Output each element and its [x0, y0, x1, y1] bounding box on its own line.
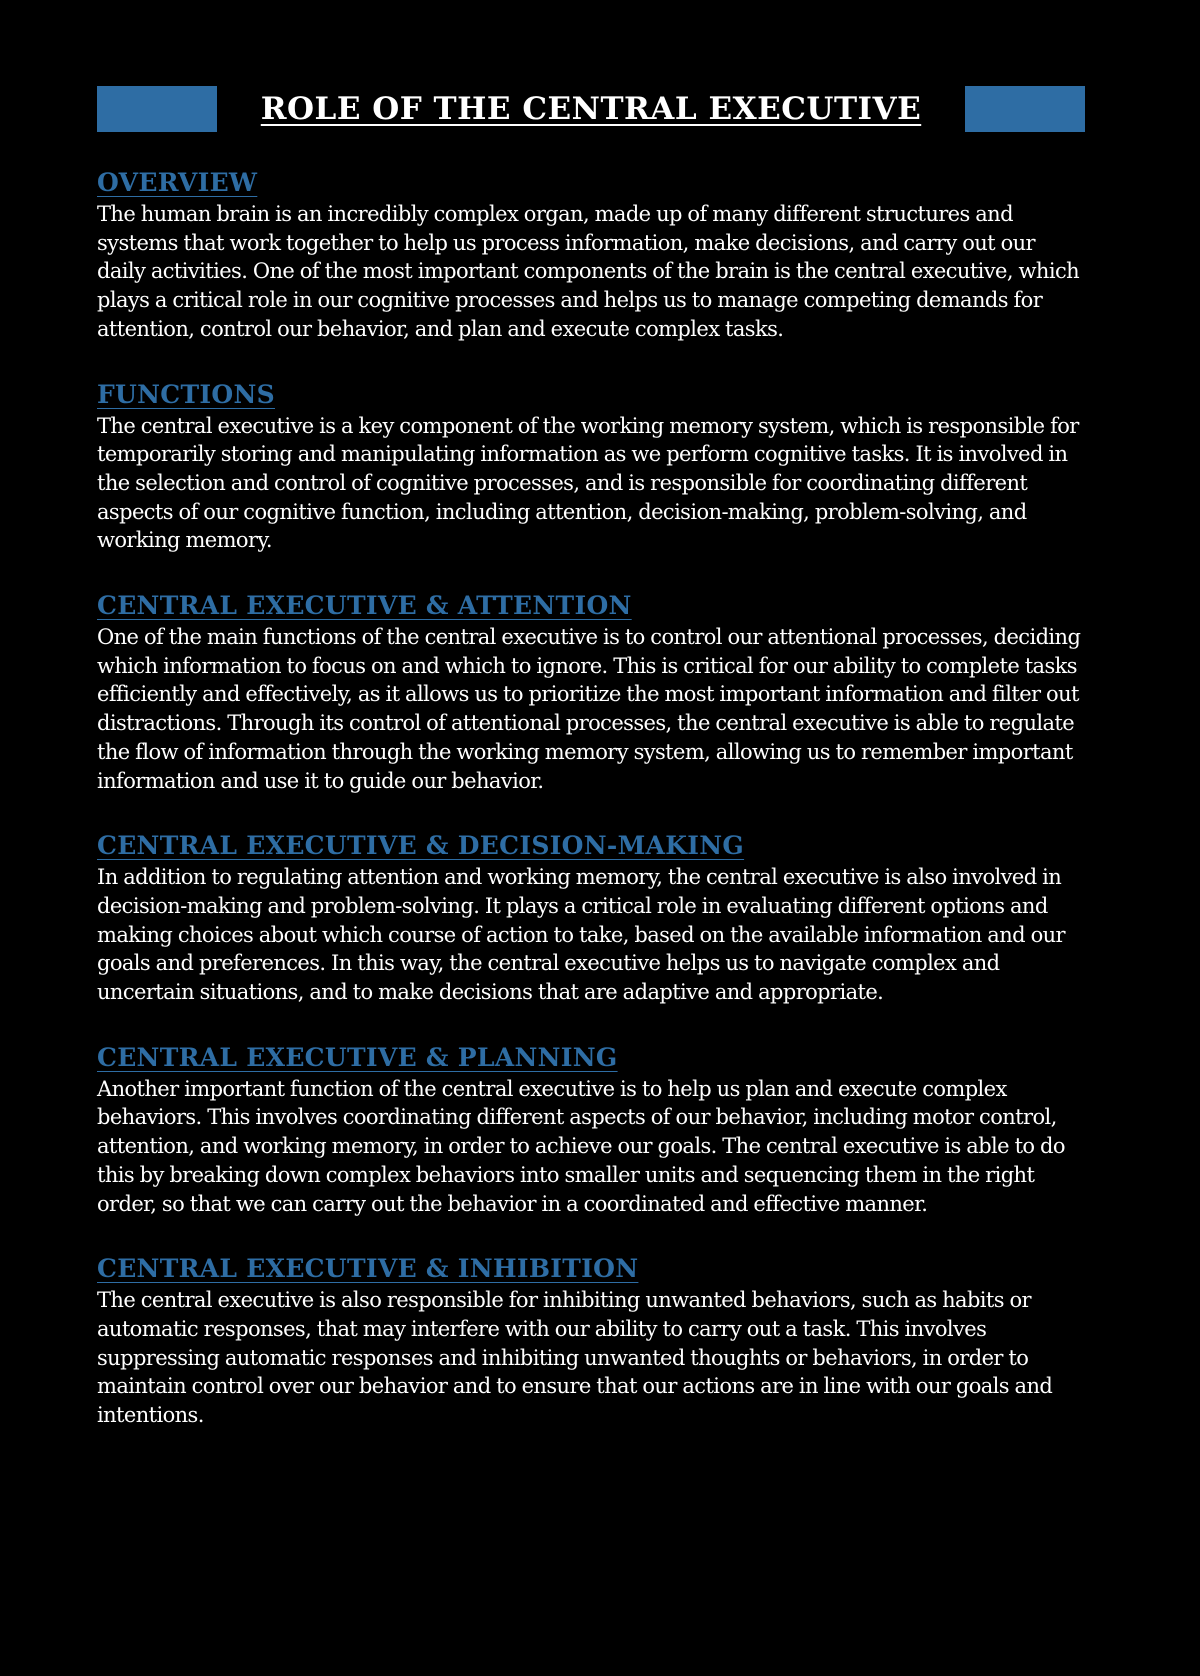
- title-row: [97, 86, 1085, 132]
- section-body: The human brain is an incredibly complex organ, made up of many different structures and systems that work together to help us process information, make decisions, and carry out our daily activities. One of the most important components of the brain is the central executive, which plays a critical role in our cognitive processes and helps us to manage competing demands for attention, control our behavior, and plan and execute complex tasks.: [97, 202, 1080, 341]
- document-page: [97, 86, 1085, 1430]
- section-heading: CENTRAL EXECUTIVE & INHIBITION: [97, 1254, 639, 1284]
- section-inhibition: [97, 1254, 1085, 1430]
- section-body: The central executive is a key component of the working memory system, which is responsible for temporarily storing and manipulating information as we perform cognitive tasks. It is involved in the selection and control of cognitive processes, and is responsible for coordinating different aspects of our cognitive function, including attention, decision-making, problem-solving, and working memory.: [97, 413, 1079, 553]
- section-decision-making: [97, 831, 1085, 1007]
- section-attention: [97, 591, 1085, 795]
- section-overview: [97, 168, 1085, 344]
- section-heading: CENTRAL EXECUTIVE & PLANNING: [97, 1042, 618, 1072]
- section-heading: FUNCTIONS: [97, 379, 275, 409]
- section-body: One of the main functions of the central executive is to control our attentional processes, deciding which information to focus on and which to ignore. This is critical for our ability to complete tasks efficiently and effectively, as it allows us to prioritize the most important information and filter out distractions. Through its control of attentional processes, the central executive is able to regulate the flow of information through the working memory system, allowing us to remember important information and use it to guide our behavior.: [97, 625, 1081, 793]
- section-body: In addition to regulating attention and working memory, the central executive is also involved in decision-making and problem-solving. It plays a critical role in evaluating different options and making choices about which course of action to take, based on the available information and our goals and preferences. In this way, the central executive helps us to navigate complex and uncertain situations, and to make decisions that are adaptive and appropriate.: [97, 865, 1065, 1005]
- section-body: Another important function of the central executive is to help us plan and execute complex behaviors. This involves coordinating different aspects of our behavior, including motor control, attention, and working memory, in order to achieve our goals. The central executive is able to do this by breaking down complex behaviors into smaller units and sequencing them in the right order, so that we can carry out the behavior in a coordinated and effective manner.: [97, 1076, 1065, 1216]
- section-planning: [97, 1043, 1085, 1219]
- section-functions: [97, 380, 1085, 556]
- section-heading: OVERVIEW: [97, 168, 258, 197]
- title-bar-left: [97, 86, 217, 132]
- title-bar-right: [965, 86, 1085, 132]
- section-heading: CENTRAL EXECUTIVE & DECISION-MAKING: [97, 831, 745, 861]
- page-title: ROLE OF THE CENTRAL EXECUTIVE: [260, 91, 922, 127]
- section-body: The central executive is also responsible for inhibiting unwanted behaviors, such as habits or automatic responses, that may interfere with our ability to carry out a task. This involves suppressing automatic responses and inhibiting unwanted thoughts or behaviors, in order to maintain control over our behavior and to ensure that our actions are in line with our goals and intentions.: [97, 1288, 1053, 1428]
- section-heading: CENTRAL EXECUTIVE & ATTENTION: [97, 591, 632, 621]
